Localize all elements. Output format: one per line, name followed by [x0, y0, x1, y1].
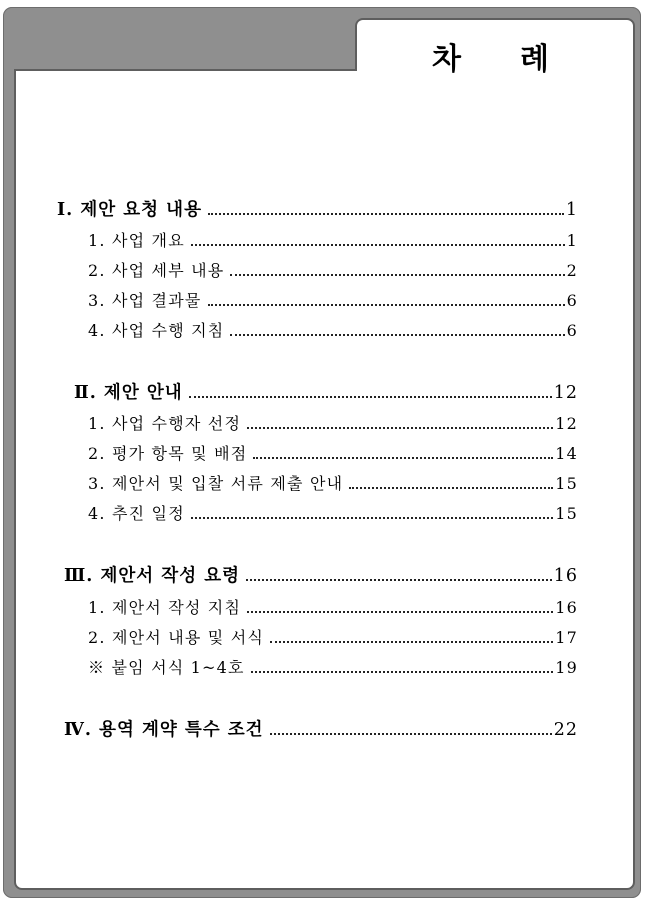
toc-page-number: 15: [555, 504, 578, 523]
toc-item-label: 2. 사업 세부 내용: [88, 261, 225, 280]
toc-item[interactable]: [88, 655, 578, 678]
dot-leader: [270, 641, 553, 643]
dot-leader: [253, 457, 553, 459]
dot-leader: [247, 611, 553, 613]
toc-item[interactable]: [88, 471, 578, 494]
dot-leader: [208, 213, 564, 215]
toc-page-number: 2: [566, 261, 578, 280]
toc-item-label: 4. 추진 일정: [88, 504, 185, 523]
dot-leader: [349, 487, 553, 489]
toc-section-label: Ⅱ. 제안 안내: [74, 383, 183, 403]
toc-item-label: 3. 사업 결과물: [88, 291, 202, 310]
toc-item-label: 3. 제안서 및 입찰 서류 제출 안내: [88, 474, 344, 493]
toc-section-label: Ⅰ. 제안 요청 내용: [57, 200, 202, 220]
toc-item-label: 2. 평가 항목 및 배점: [88, 444, 248, 463]
toc-section-label: Ⅳ. 용역 계약 특수 조건: [64, 720, 264, 740]
toc-page-number: 14: [555, 444, 578, 463]
dot-leader: [230, 334, 564, 336]
toc-item[interactable]: [88, 228, 578, 251]
toc-page-number: 12: [555, 414, 578, 433]
toc-section-1[interactable]: [57, 196, 578, 221]
toc-page-number: 16: [553, 566, 578, 586]
toc-item-label: 1. 제안서 작성 지침: [88, 598, 242, 617]
toc-section-3[interactable]: [64, 562, 578, 587]
page-title: [355, 26, 631, 76]
toc-page-number: 6: [566, 321, 578, 340]
toc-item-label: 2. 제안서 내용 및 서식: [88, 628, 265, 647]
dot-leader: [208, 304, 565, 306]
toc-item[interactable]: [88, 288, 578, 311]
toc-item[interactable]: [88, 258, 578, 281]
dot-leader: [270, 733, 552, 735]
toc-page-number: 12: [553, 383, 578, 403]
toc-item[interactable]: [88, 318, 578, 341]
toc-page-number: 1: [565, 200, 578, 220]
toc-section-4[interactable]: [64, 716, 578, 741]
dot-leader: [189, 396, 552, 398]
toc-item-label: ※ 붙임 서식 1~4호: [88, 658, 245, 677]
toc-item-label: 1. 사업 개요: [88, 231, 185, 250]
toc-item-label: 1. 사업 수행자 선정: [88, 414, 242, 433]
toc-page-number: 22: [553, 720, 578, 740]
toc-item[interactable]: [88, 595, 578, 618]
dot-leader: [191, 517, 553, 519]
toc-item-label: 4. 사업 수행 지침: [88, 321, 225, 340]
dot-leader: [247, 427, 553, 429]
toc-page-number: 17: [555, 628, 578, 647]
toc-section-2[interactable]: [74, 379, 578, 404]
toc-item[interactable]: [88, 625, 578, 648]
dot-leader: [230, 274, 564, 276]
dot-leader: [251, 671, 554, 673]
toc-item[interactable]: [88, 441, 578, 464]
toc-section-label: Ⅲ. 제안서 작성 요령: [64, 566, 241, 586]
dot-leader: [191, 244, 565, 246]
toc-page-number: 19: [555, 658, 578, 677]
toc-page-number: 1: [566, 231, 578, 250]
page-title-char-1: 차: [432, 42, 461, 77]
toc-page-number: 6: [566, 291, 578, 310]
page-top-border: [14, 69, 357, 71]
toc-page-number: 16: [555, 598, 578, 617]
toc-item[interactable]: [88, 411, 578, 434]
dot-leader: [246, 579, 552, 581]
page-title-char-2: 례: [520, 42, 549, 77]
toc-item[interactable]: [88, 501, 578, 524]
toc-page-number: 15: [555, 474, 578, 493]
